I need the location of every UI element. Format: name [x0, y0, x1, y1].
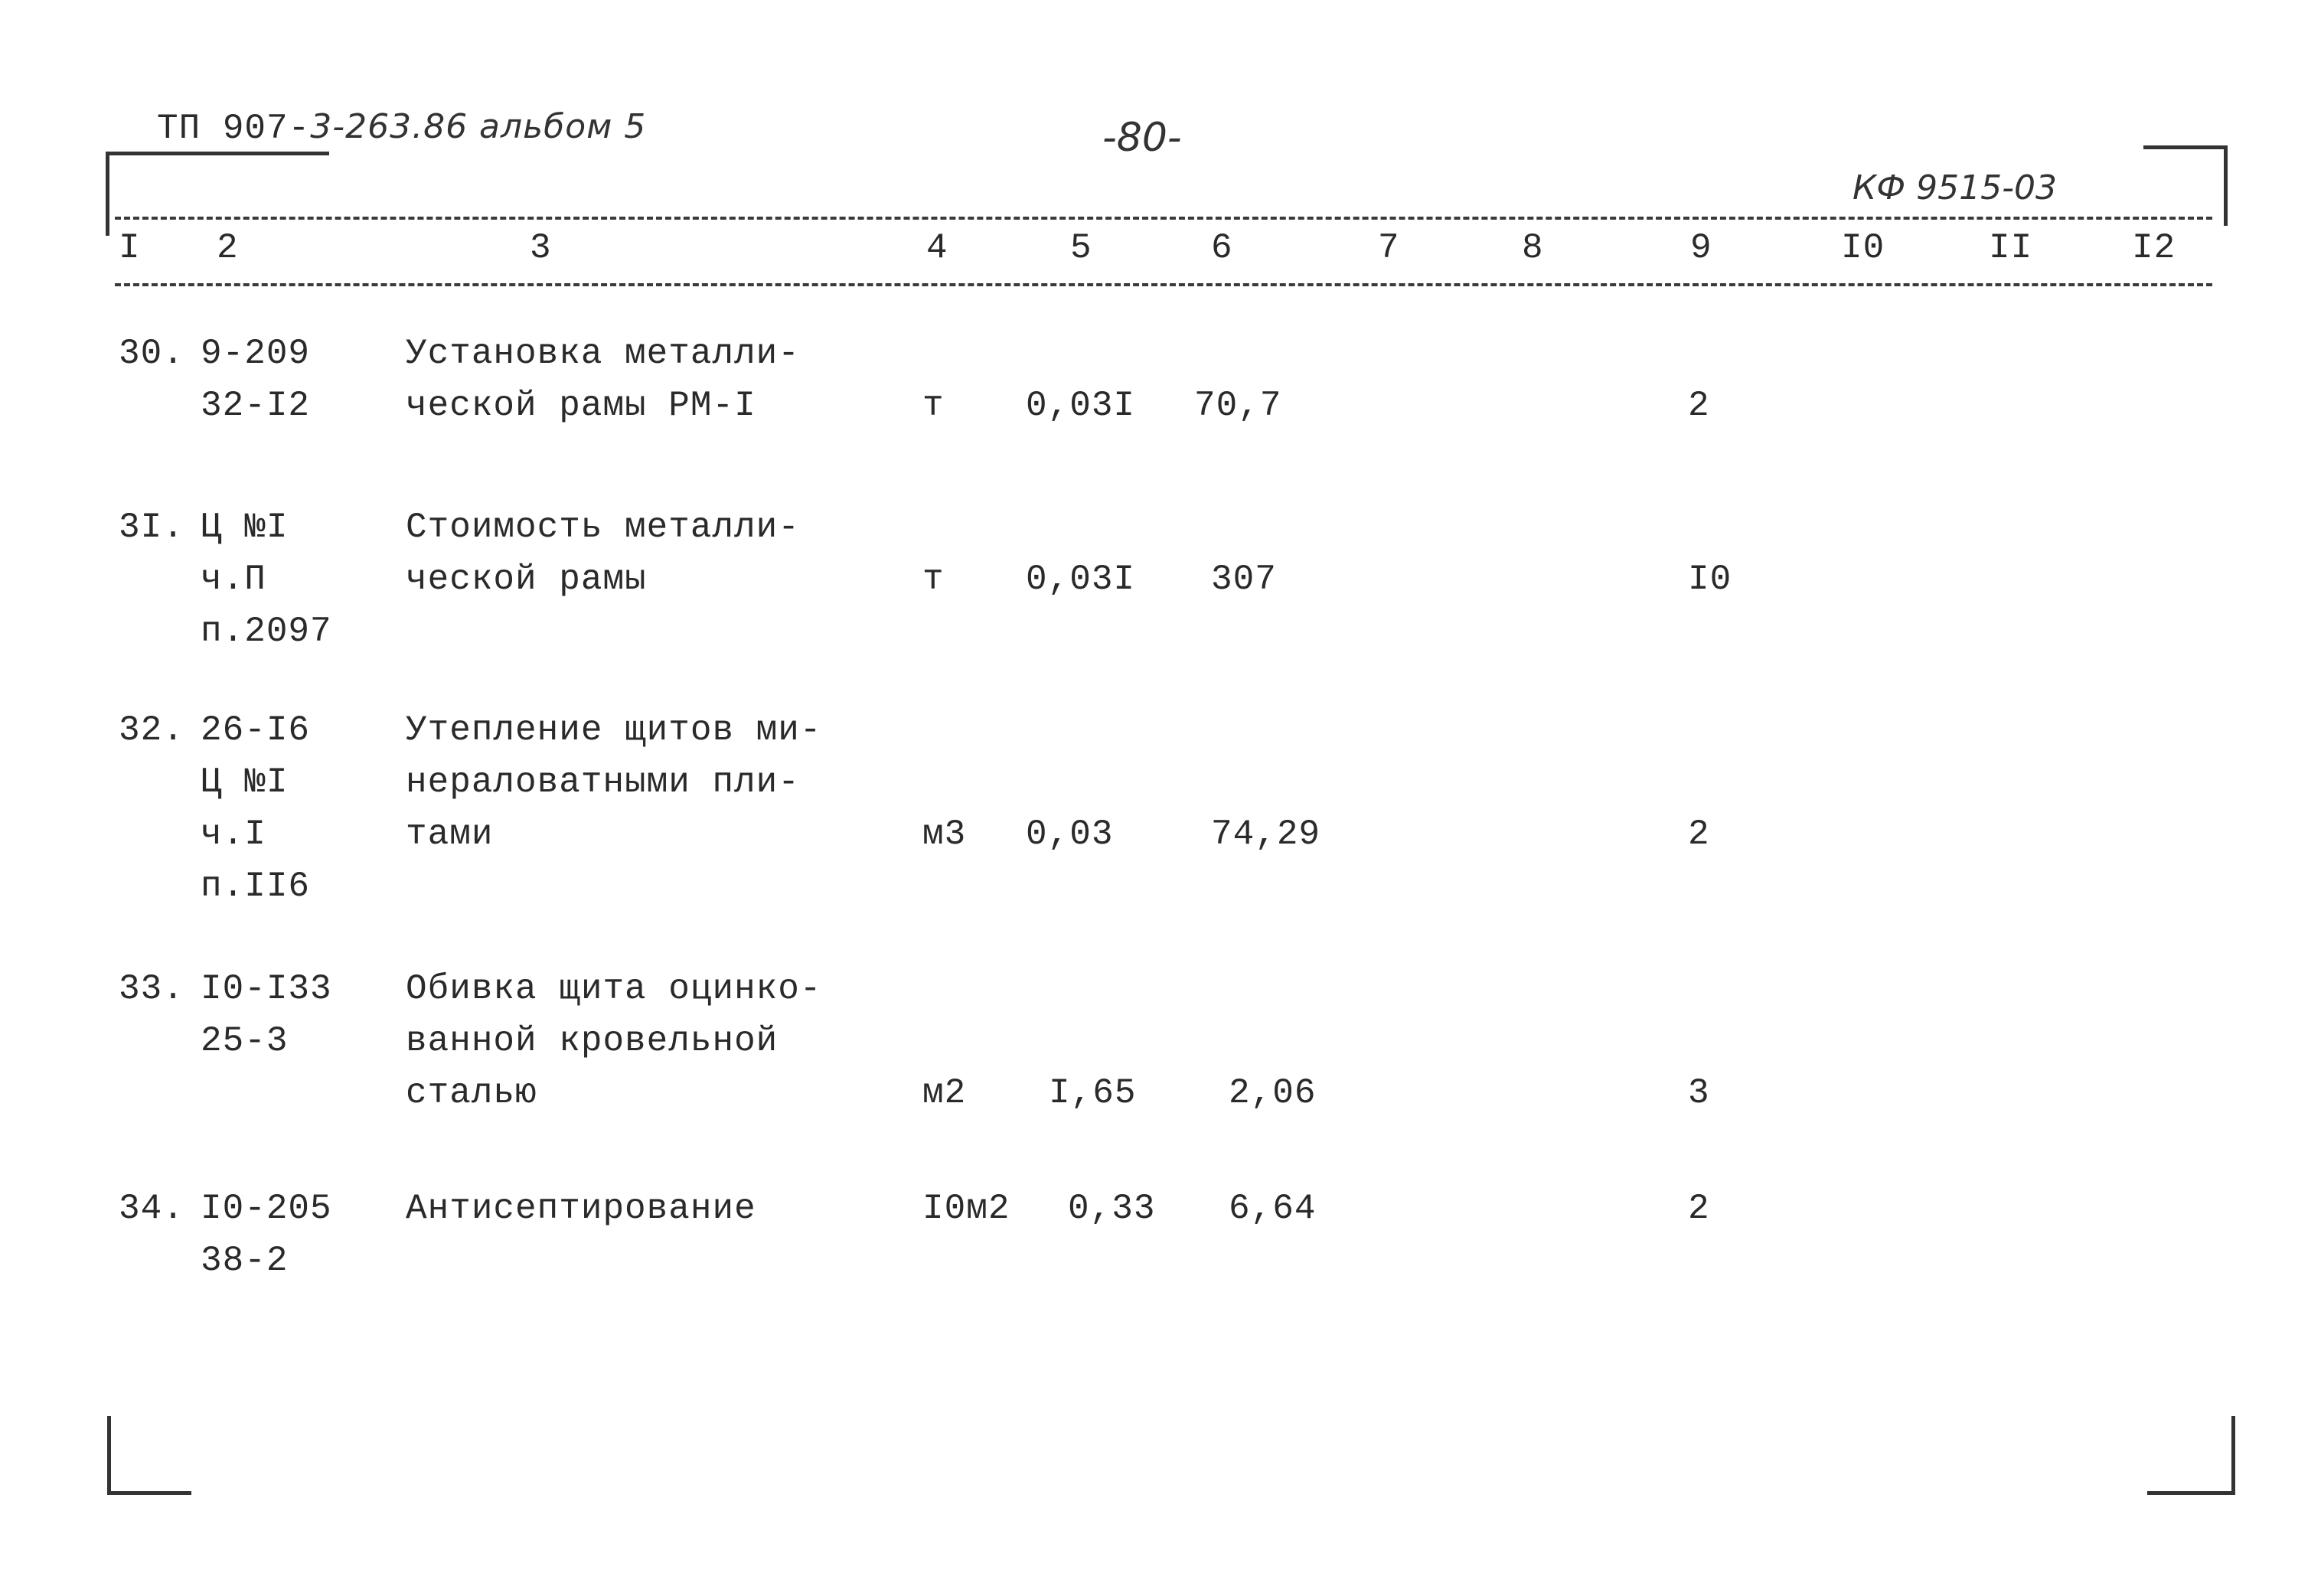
row-description: Стоимость металли- ческой рамы [406, 508, 800, 599]
column-number: I2 [2132, 228, 2176, 268]
row-quantity: 0,03I [1026, 560, 1136, 599]
frame-left-top [106, 152, 109, 236]
row-col9: 2 [1688, 1189, 1710, 1229]
row-price: 2,06 [1229, 1073, 1317, 1113]
column-number: 2 [217, 228, 239, 268]
row-unit: т [922, 560, 945, 599]
row-code: 26-I6 Ц №I ч.I п.II6 [201, 710, 311, 906]
row-price: 74,29 [1211, 814, 1321, 854]
row-price: 6,64 [1229, 1189, 1317, 1229]
document-code: КФ 9515-03 [1853, 168, 2057, 207]
row-description: Утепление щитов ми- нераловатными пли- тами [406, 710, 822, 854]
row-code: I0-205 38-2 [201, 1189, 332, 1281]
column-number: 5 [1070, 228, 1092, 268]
row-unit: т [922, 386, 945, 426]
row-price: 70,7 [1194, 386, 1282, 426]
row-code: Ц №I ч.П п.2097 [201, 508, 332, 651]
column-number: 4 [926, 228, 948, 268]
row-code: I0-I33 25-3 [201, 969, 332, 1061]
column-number: I [119, 228, 141, 268]
row-quantity: 0,03I [1026, 386, 1136, 426]
frame-right-top [2224, 145, 2228, 226]
column-number: 3 [530, 228, 552, 268]
row-quantity: I,65 [1049, 1073, 1137, 1113]
row-description: Обивка щита оцинко- ванной кровельной сталью [406, 969, 822, 1113]
document-designation-prefix: ТП 907- [157, 109, 311, 149]
row-quantity: 0,03 [1026, 814, 1114, 854]
column-number: 8 [1522, 228, 1544, 268]
frame-top-right [2143, 145, 2228, 149]
row-col9: 2 [1688, 386, 1710, 426]
row-col9: 3 [1688, 1073, 1710, 1113]
frame-left-bottom [107, 1416, 111, 1493]
row-number: 32. [119, 710, 184, 750]
row-unit: м3 [922, 814, 967, 854]
column-number: 6 [1211, 228, 1233, 268]
row-description: Антисептирование [406, 1189, 756, 1229]
row-number: 34. [119, 1189, 184, 1229]
frame-bottom-right [2147, 1491, 2235, 1495]
row-col9: I0 [1688, 560, 1732, 599]
column-number: 9 [1690, 228, 1712, 268]
row-quantity: 0,33 [1068, 1189, 1156, 1229]
row-unit: I0м2 [922, 1189, 1010, 1229]
document-designation [157, 107, 646, 149]
column-number: II [1989, 228, 2033, 268]
row-price: 307 [1211, 560, 1277, 599]
document-designation-handwritten: 3-263.86 альбом 5 [310, 107, 647, 146]
row-unit: м2 [922, 1073, 967, 1113]
frame-right-bottom [2231, 1416, 2235, 1493]
column-number: 7 [1378, 228, 1400, 268]
row-code: 9-209 32-I2 [201, 334, 311, 426]
row-number: 30. [119, 334, 184, 374]
header-rule-bottom [115, 283, 2212, 286]
column-number: I0 [1841, 228, 1885, 268]
row-col9: 2 [1688, 814, 1710, 854]
row-number: 3I. [119, 508, 184, 547]
header-rule-top [115, 217, 2212, 220]
row-number: 33. [119, 969, 184, 1009]
frame-top-left [107, 152, 329, 155]
page-number: -80- [1102, 115, 1182, 161]
row-description: Установка металли- ческой рамы РМ-I [406, 334, 800, 426]
frame-bottom-left [107, 1491, 191, 1495]
